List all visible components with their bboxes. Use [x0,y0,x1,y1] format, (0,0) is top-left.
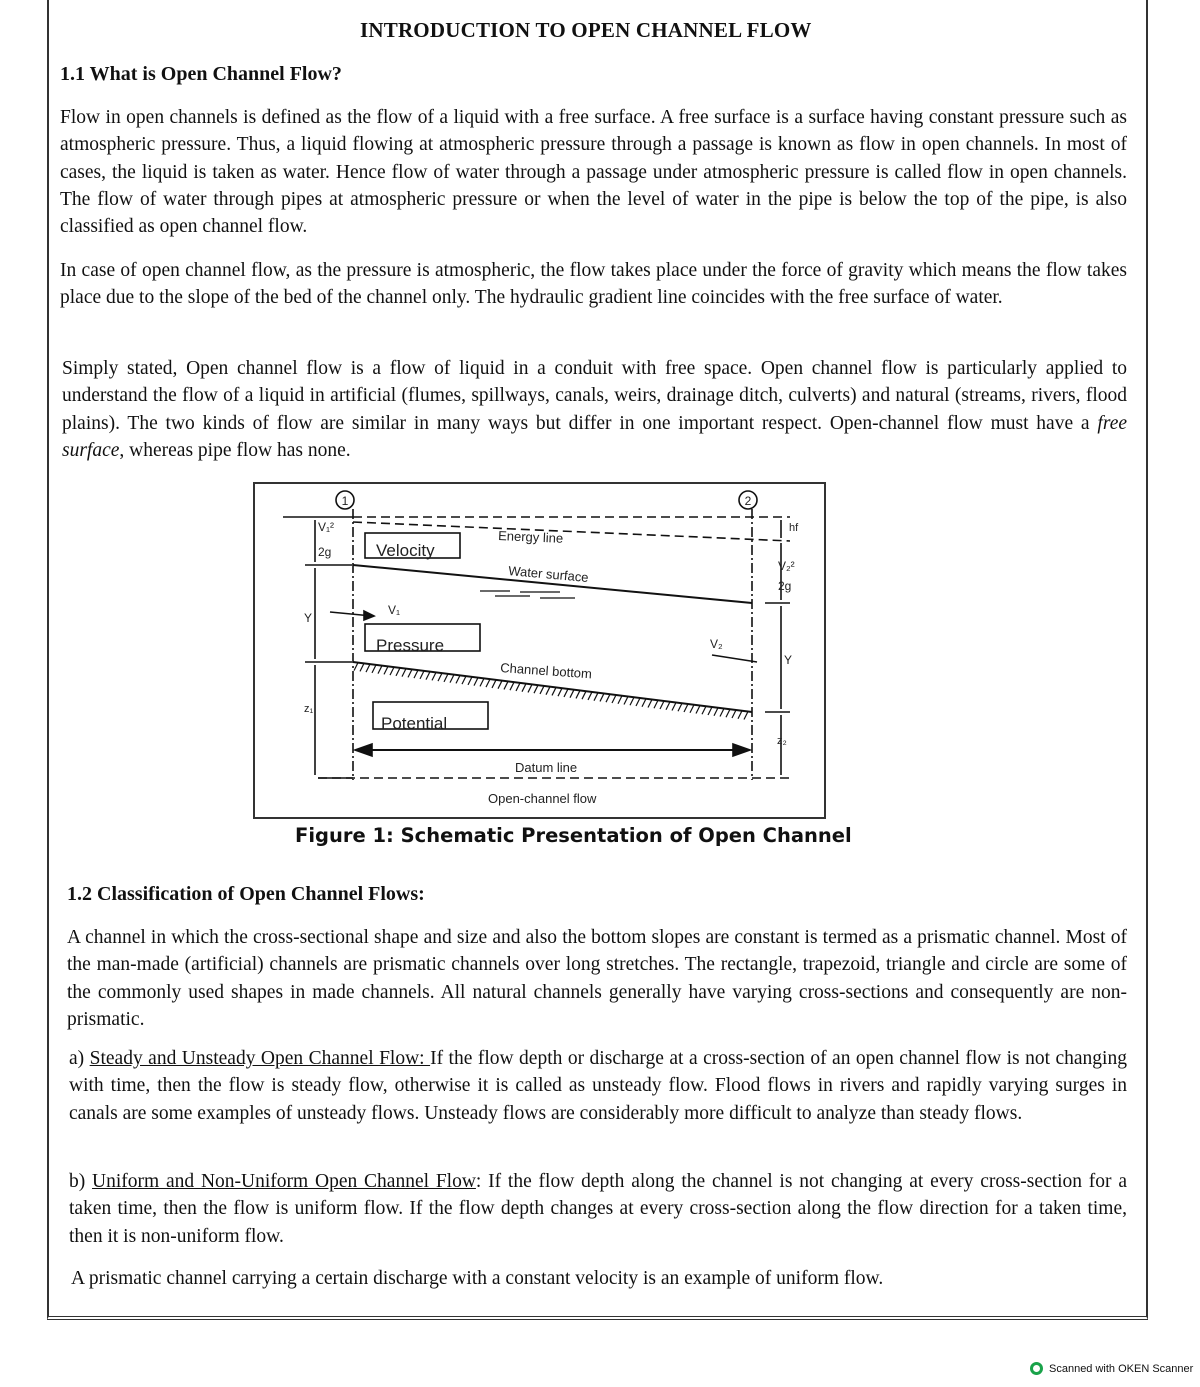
hatch-mark [366,664,370,672]
hatch-mark [654,700,658,708]
energy-line-label: Energy line [497,528,564,546]
hatch-mark [498,681,502,689]
hatch-mark [600,693,604,701]
hatch-mark [492,680,496,688]
paragraph: A prismatic channel carrying a certain discharge with a constant velocity is an example of uniform flow. [71,1268,884,1289]
hatch-mark [420,671,424,679]
hatch-mark [390,667,394,675]
text: : If the flow depth along the channel is not changing at every cross-section for a taken time, then the flow is uniform flow. If the flow depth changes at every cross-section along the flow direction for a taken time, then it is non-uniform flow. [69,1171,1127,1247]
hatch-mark [618,696,622,704]
v1-label: V₁ [388,603,401,617]
section-1-heading: 1.1 What is Open Channel Flow? [60,63,342,85]
hatch-mark [702,706,706,714]
scanner-watermark [1030,1362,1193,1375]
hatch-mark [462,676,466,684]
hatch-mark [684,704,688,712]
hatch-mark [588,692,592,700]
hatch-mark [354,663,358,671]
section-2-heading: 1.2 Classification of Open Channel Flows: [67,883,425,905]
hatch-mark [558,688,562,696]
hatch-mark [606,694,610,702]
paragraph: A channel in which the cross-sectional shape and size and also the bottom slopes are constant is termed as a prismatic channel. Most of the man-made (artificial) channels are prismatic channels over long stretches. The rectangle, trapezoid, triangle and circle are some of the commonly used shapes in made channels. All natural channels generally have varying cross-sections and consequently are non-prismatic. [67,927,1127,1030]
z2-label: z₂ [777,735,787,747]
text: , whereas pipe flow has none. [119,439,351,461]
paragraph: In case of open channel flow, as the pressure is atmospheric, the flow takes place under the force of gravity which means the flow takes place due to the slope of the bed of the channel only. The hydraulic gradient line coincides with the free surface of water. [60,260,1127,309]
z1-label: z₁ [304,703,314,715]
hatch-mark [744,711,748,719]
text: If the flow depth or discharge at a cross-section of an open channel flow is not changing with time, then the flow is steady flow, otherwise it is called as unsteady flow. Flood flows in rivers and rapidly varying surges in canals are some examples of unsteady flows. Unsteady flows are considerably more difficult to analyze than steady flows. [69,1048,1127,1124]
v2-label: V₂ [710,637,723,651]
underlined-term: Uniform and Non-Uniform Open Channel Flow [92,1171,476,1192]
hatch-mark [396,668,400,676]
v1-squared-label: V₁² [318,520,335,534]
velocity-label: Velocity [376,541,435,560]
hatch-mark [510,682,514,690]
water-surface-label: Water surface [507,563,590,585]
hatch-mark [672,702,676,710]
hatch-mark [666,702,670,710]
y1-label: Y [304,611,313,625]
channel-bottom-label: Channel bottom [499,660,593,682]
hatch-mark [360,663,364,671]
datum-line-label: Datum line [515,760,578,775]
hatch-mark [570,690,574,698]
hatch-mark [444,674,448,682]
hatch-mark [534,685,538,693]
energy-line [353,522,790,541]
hatch-mark [378,666,382,674]
section-2-label: 2 [744,494,752,508]
watermark-text: Scanned with OKEN Scanner [1049,1362,1194,1375]
v2-squared-label: V₂² [778,559,795,573]
hatch-mark [540,686,544,694]
potential-label: Potential [381,714,448,733]
hatch-mark [612,695,616,703]
hatch-mark [522,684,526,692]
hatch-mark [504,681,508,689]
text: Simply stated, Open channel flow is a flow of liquid in a conduit with free space. Open channel flow is particularly applied to understand the flow of a liquid in artificial (flumes, spillways, canals, weirs, drainage ditch, culverts) and natural (streams, rivers, flood plains). The two kinds of flow are similar in many ways but differ in one important respect. Open-channel flow must have a [62,358,1127,434]
hatch-mark [678,703,682,711]
hatch-mark [726,709,730,717]
hatch-mark [402,669,406,677]
hatch-mark [486,679,490,687]
hatch-mark [648,699,652,707]
2g-label: 2g [318,545,332,559]
hatch-mark [594,693,598,701]
paragraph: Flow in open channels is defined as the flow of a liquid with a free surface. A free surface is a surface having constant pressure such as atmospheric pressure. Thus, a liquid flowing at atmospheric pressure through a passage is known as flow in open channels. In most of cases, the liquid is taken as water. Hence flow of water through a passage under atmospheric pressure is called flow in open channels. The flow of water through pipes at atmospheric pressure or when the level of water in the pipe is below the top of the pipe, is also classified as open channel flow. [60,107,1127,238]
text: b) [69,1171,93,1192]
hatch-mark [696,705,700,713]
hatch-mark [414,670,418,678]
scanner-logo-icon [1030,1362,1043,1375]
hatch-mark [660,701,664,709]
hatch-mark [546,687,550,695]
hatch-mark [624,696,628,704]
paragraph-uniform-nonuniform [69,1168,1127,1250]
hatch-mark [708,707,712,715]
hatch-mark [738,711,742,719]
hatch-mark [690,705,694,713]
hatch-mark [474,678,478,686]
hatch-mark [636,698,640,706]
document-title: INTRODUCTION TO OPEN CHANNEL FLOW [360,18,812,42]
hatch-mark [732,710,736,718]
hatch-mark [552,687,556,695]
hatch-mark [516,683,520,691]
hatch-mark [372,665,376,673]
pressure-label: Pressure [376,636,445,655]
hf-label: hf [789,522,799,534]
text: a) [69,1048,90,1069]
y2-label: Y [784,653,793,667]
hatch-mark [438,673,442,681]
hatch-mark [408,669,412,677]
hatch-mark [426,672,430,680]
hatch-mark [714,708,718,716]
hatch-mark [642,699,646,707]
hatch-mark [582,691,586,699]
hatch-mark [630,697,634,705]
hatch-mark [456,675,460,683]
hatch-mark [432,672,436,680]
hatch-mark [528,684,532,692]
hatch-mark [564,689,568,697]
hatch-mark [384,666,388,674]
hatch-mark [468,677,472,685]
hatch-mark [480,678,484,686]
figure-subtitle: Open-channel flow [488,791,597,806]
2g-label: 2g [778,579,792,593]
hatch-mark [720,708,724,716]
underlined-term: Steady and Unsteady Open Channel Flow: [89,1048,431,1069]
hatch-mark [450,675,454,683]
hatch-mark [576,690,580,698]
emphasis: free surface [62,412,1127,461]
paragraph-steady-unsteady [69,1045,1127,1127]
figure-caption: Figure 1: Schematic Presentation of Open Channel [295,824,852,847]
section-1-label: 1 [341,494,349,508]
